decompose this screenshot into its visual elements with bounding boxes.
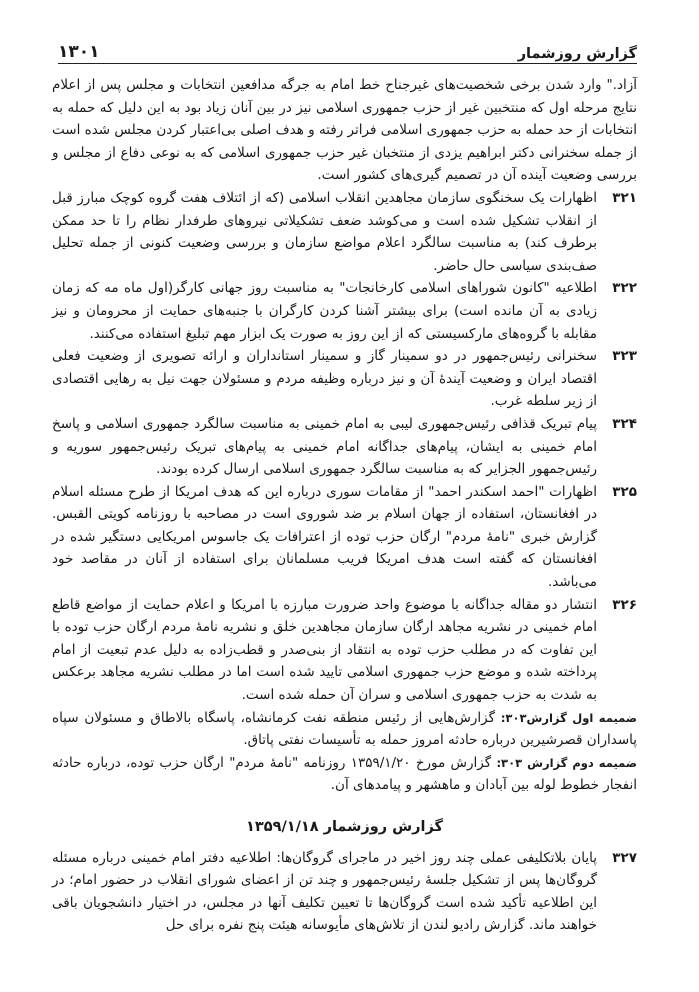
entry-number: ۳۲۶ [612,596,637,613]
entry-number: ۳۲۷ [612,849,637,866]
section-title: گزارش روزشمار ۱۳۵۹/۱/۱۸ [246,819,443,835]
entry-326 [52,594,637,707]
header-rule [58,63,637,64]
entry-323 [52,345,637,413]
entry-number: ۳۲۳ [612,348,637,365]
appendix-text: گزارش مورخ ۱۳۵۹/۱/۲۰ روزنامه "نامهٔ مردم" ارگان حزب توده، درباره حادثه انفجار خطوط لوله بین آبادان و ماهشهر و پیامدهای آن. [52,754,637,794]
entry-324 [52,413,637,481]
intro-paragraph: آزاد." وارد شدن برخی شخصیت‌های غیرجناح خط امام به جرگه مدافعین انتخابات و مجلس پس از اعلام نتایج مرحله اول که منتخبین غیر از حزب جمهوری اسلامی نیز در بین آنان زیاد بود به این دلیل که حمله به انتخابات از حد حمله به حزب جمهوری اسلامی فراتر رفته و هدف اصلی بی‌اعتبار کردن مجلس شده است از جمله سخنرانی دکتر ابراهیم یزدی از منتخبان غیر حزب جمهوری اسلامی که به نوعی دفاع از مجلس و بررسی وضعیت آینده آن در تصمیم گیری‌های کشور است. [52,77,637,184]
entry-number: ۳۲۴ [612,415,637,432]
page-number: ۱۳۰۱ [58,42,100,62]
appendix-text: گزارش‌هایی از رئیس منطقه نفت کرمانشاه، پاسگاه بالاطاق و مسئولان سپاه پاسداران قصرشیرین درباره حادثه امروز حمله به تأسیسات نفتی پاتاق. [52,709,637,749]
entry-text: اظهارات یک سخنگوی سازمان مجاهدین انقلاب اسلامی (که از ائتلاف هفت گروه کوچک مبارز قبل از انقلاب تشکیل شده است و می‌کوشد ضعف تشکیلاتی نیروهای طرفدار نظام را تا حد ممکن برطرف کند) به مناسبت سالگرد اعلام مواضع سازمان و بررسی وضعیت کنونی از جمله تحلیل صف‌بندی سیاسی حال حاضر. [52,189,597,274]
running-title: گزارش روزشمار [517,46,637,62]
entry-text: پایان بلاتکلیفی عملی چند روز اخیر در ماجرای گروگان‌ها: اطلاعیه دفتر امام خمینی درباره مسئله گروگان‌ها پس از تشکیل جلسهٔ رئیس‌جمهور و چند تن از اعضای شورای انقلاب در حضور امام؛ در این اطلاعیه تأکید شده است گروگان‌ها تا تعیین تکلیف آنها در مجلس، در اختیار دانشجویان باقی خواهند ماند. گزارش رادیو لندن از تلاش‌های مأیوسانه هیئت پنج نفره برای حل [52,849,597,934]
entry-322 [52,277,637,345]
entry-number: ۳۲۲ [612,280,637,297]
page-header [58,40,637,62]
entry-text: اطلاعیه "کانون شوراهای اسلامی کارخانجات" به مناسبت روز جهانی کارگر(اول ماه مه که زمان زیادی به آن مانده است) برای بیشتر آشنا کردن کارگران با جنبه‌های حمایت از محرومان و نیز مقابله با گروه‌های مارکسیستی که از این روز به صورت یک ابزار مهم تبلیغ استفاده می‌کنند. [52,280,597,342]
appendix-first [52,707,637,752]
entry-text: پیام تبریک قذافی رئیس‌جمهوری لیبی به امام خمینی به مناسبت سالگرد جمهوری اسلامی و پاسخ امام خمینی به ایشان، پیام‌های جداگانه امام خمینی به پیام‌های تبریک رئیس‌جمهور سوریه و رئیس‌جمهور الجزایر که به مناسبت سالگرد جمهوری اسلامی ارسال کرده بودند. [52,415,597,478]
entry-text: اظهارات "احمد اسکندر احمد" از مقامات سوری درباره این که هدف امریکا از طرح مسئله اسلام در افغانستان، استفاده از جهان اسلام بر ضد شوروی است در مصاحبه با روزنامه کویتی القبس. گزارش خبری "نامهٔ مردم" ارگان حزب توده از اعترافات یک جاسوس امریکایی دستگیر شده در افغانستان که گفته است هدف امریکا فریب مسلمانان برای استفاده از آنان در مقاصد خود می‌باشد. [52,483,597,591]
appendix-label: ضمیمه دوم گزارش ۳۰۳: [496,755,637,770]
entry-321 [52,187,637,277]
entry-number: ۳۲۱ [612,189,637,206]
entry-text: سخنرانی رئیس‌جمهور در دو سمینار گاز و سمینار استانداران و ارائه تصویری از وضعیت فعلی اقتصاد ایران و وضعیت آیندهٔ آن و نیز درباره وظیفه مردم و مسئولان جهت نیل به رهایی اقتصادی از زیر سلطه غرب. [52,348,597,410]
page-body [52,74,637,937]
appendix-second [52,752,637,797]
entry-327 [52,847,637,937]
entry-text: انتشار دو مقاله جداگانه با موضوع واحد ضرورت مبارزه با امریکا و اعلام حمایت از مواضع قاطع امام خمینی در نشریه مجاهد ارگان سازمان مجاهدین خلق و نشریه نامهٔ مردم ارگان حزب توده با این تفاوت که در مطلب حزب توده به انتقاد از بنی‌صدر و قطب‌زاده به دلیل عدم تبعیت از امام پرداخته شده و موضع حزب جمهوری اسلامی تایید شده است اما در مطلب نشریه مجاهد برعکس به شدت به حزب جمهوری اسلامی و سران آن حمله شده است. [52,596,597,704]
appendix-label: ضمیمه اول گزارش۳۰۳: [500,710,637,725]
entry-number: ۳۲۵ [612,483,637,500]
entry-325 [52,481,637,594]
